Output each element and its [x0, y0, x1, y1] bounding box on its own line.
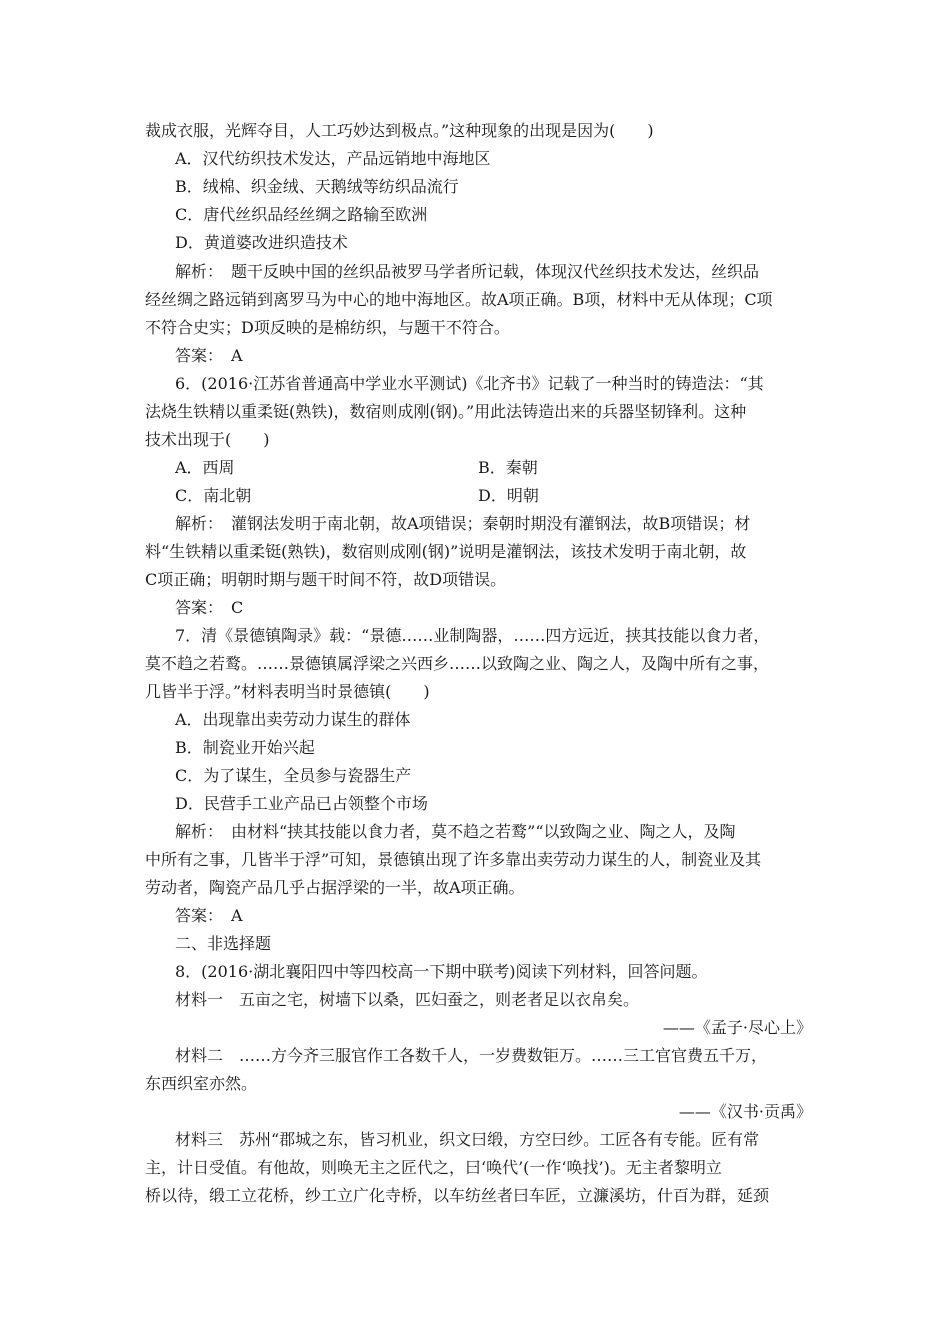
question-8: 8．(2016·湖北襄阳四中等四校高一下期中联考)阅读下列材料，回答问题。: [175, 962, 708, 981]
answer-line: 答案： A: [175, 346, 243, 365]
option-d: D．黄道婆改进织造技术: [175, 233, 348, 252]
text-line: 莫不趋之若鹜。……景德镇属浮梁之兴西乡……以致陶之业、陶之人，及陶中所有之事，: [145, 654, 770, 673]
text-line: 技术出现于( ): [145, 430, 270, 449]
citation: ——《汉书·贡禹》: [678, 1102, 812, 1121]
option-a: A．汉代纺织技术发达，产品远销地中海地区: [175, 149, 491, 168]
text-line: 几皆半于浮。”材料表明当时景德镇( ): [145, 682, 430, 701]
option-c: C．为了谋生，全员参与瓷器生产: [175, 766, 412, 785]
analysis-line: 料“生铁精以重柔铤(熟铁)，数宿则成刚(钢)”说明是灌钢法，该技术发明于南北朝，故: [145, 542, 747, 561]
option-d: D．明朝: [478, 486, 539, 505]
text-line: 主，计日受值。有他故，则唤无主之匠代之，曰‘唤代’(一作‘唤找’)。无主者黎明立: [145, 1158, 722, 1177]
answer-line: 答案： A: [175, 906, 243, 925]
option-c: C．唐代丝织品经丝绸之路输至欧洲: [175, 205, 428, 224]
question-7: 7．清《景德镇陶录》载：“景德……业制陶器，……四方远近，挟其技能以食力者，: [175, 626, 770, 645]
analysis-line: 解析： 题干反映中国的丝织品被罗马学者所记载，体现汉代丝织技术发达，丝织品: [175, 262, 760, 281]
option-d: D．民营手工业产品已占领整个市场: [175, 794, 428, 813]
text-line: 法烧生铁精以重柔铤(熟铁)，数宿则成刚(钢)。”用此法铸造出来的兵器坚韧锋利。这种: [145, 402, 747, 421]
option-b: B．绒棉、织金绒、天鹅绒等纺织品流行: [175, 177, 459, 196]
text-line: 裁成衣服，光辉夺目，人工巧妙达到极点。”这种现象的出现是因为( ): [145, 121, 654, 140]
analysis-line: 经丝绸之路远销到离罗马为中心的地中海地区。故A项正确。B项，材料中无从体现；C项: [145, 290, 773, 309]
option-a: A．出现靠出卖劳动力谋生的群体: [175, 710, 411, 729]
option-b: B．制瓷业开始兴起: [175, 738, 315, 757]
analysis-line: 解析： 由材料“挟其技能以食力者，莫不趋之若鹜”“以致陶之业、陶之人，及陶: [175, 822, 736, 841]
citation: ——《孟子·尽心上》: [662, 1018, 812, 1037]
section-heading: 二、非选择题: [175, 934, 272, 953]
analysis-line: C项正确；明朝时期与题干时间不符，故D项错误。: [145, 570, 507, 589]
material-three: 材料三 苏州“郡城之东，皆习机业，织文曰缎，方空曰纱。工匠各有专能。匠有常: [175, 1130, 760, 1149]
material-one: 材料一 五亩之宅，树墙下以桑，匹妇蚕之，则老者足以衣帛矣。: [175, 990, 640, 1009]
option-c: C．南北朝: [175, 486, 252, 505]
text-line: 东西织室亦然。: [145, 1074, 258, 1093]
option-a: A．西周: [175, 458, 235, 477]
option-b: B．秦朝: [478, 458, 538, 477]
analysis-line: 中所有之事，几皆半于浮”可知，景德镇出现了许多靠出卖劳动力谋生的人，制瓷业及其: [145, 850, 762, 869]
analysis-line: 劳动者，陶瓷产品几乎占据浮梁的一半，故A项正确。: [145, 878, 525, 897]
material-two: 材料二 ……方今齐三服官作工各数千人，一岁费数钜万。……三工官官费五千万，: [175, 1046, 768, 1065]
text-line: 桥以待，缎工立花桥，纱工立广化寺桥，以车纺丝者曰车匠，立濂溪坊，什百为群，延颈: [145, 1186, 770, 1205]
question-6: 6．(2016·江苏省普通高中学业水平测试)《北齐书》记载了一种当时的铸造法：“其: [175, 374, 764, 393]
analysis-line: 不符合史实；D项反映的是棉纺织，与题干不符合。: [145, 318, 510, 337]
answer-line: 答案： C: [175, 598, 244, 617]
analysis-line: 解析： 灌钢法发明于南北朝，故A项错误；秦朝时期没有灌钢法，故B项错误；材: [175, 514, 751, 533]
